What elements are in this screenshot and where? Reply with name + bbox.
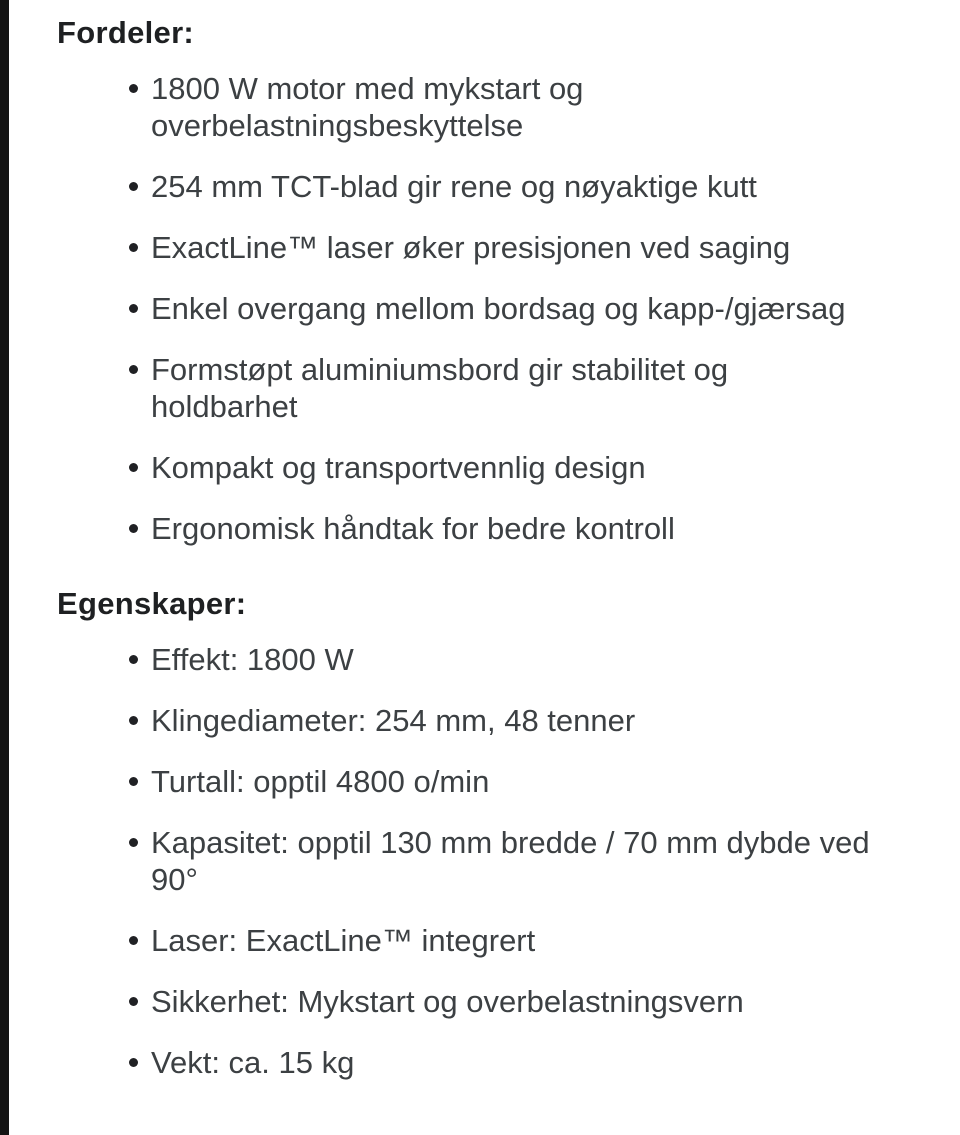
list-item-text: Kapasitet: opptil 130 mm bredde / 70 mm dybde ved 90° [151, 825, 870, 897]
bullet-icon [129, 243, 138, 252]
list-item-text: 1800 W motor med mykstart og overbelastningsbeskyttelse [151, 71, 584, 143]
list-item-text: Vekt: ca. 15 kg [151, 1045, 355, 1080]
bullet-icon [129, 182, 138, 191]
list-item [151, 290, 877, 327]
bullet-icon [129, 304, 138, 313]
specs-list [57, 641, 930, 1081]
list-item-text: Laser: ExactLine™ integrert [151, 923, 536, 958]
list-item [151, 510, 877, 547]
list-item-text: 254 mm TCT-blad gir rene og nøyaktige kutt [151, 169, 757, 204]
bullet-icon [129, 524, 138, 533]
left-edge-bar [0, 0, 9, 1135]
list-item-text: Formstøpt aluminiumsbord gir stabilitet og holdbarhet [151, 352, 729, 424]
list-item [151, 70, 877, 144]
list-item [151, 1044, 877, 1081]
list-item-text: Sikkerhet: Mykstart og overbelastningsvern [151, 984, 744, 1019]
list-item [151, 824, 877, 898]
list-item [151, 168, 877, 205]
section-egenskaper [57, 583, 930, 1081]
list-item-text: Enkel overgang mellom bordsag og kapp-/gjærsag [151, 291, 846, 326]
bullet-icon [129, 997, 138, 1006]
list-item [151, 641, 877, 678]
bullet-icon [129, 84, 138, 93]
list-item-text: Kompakt og transportvennlig design [151, 450, 646, 485]
bullet-icon [129, 1058, 138, 1067]
bullet-icon [129, 716, 138, 725]
bullet-icon [129, 838, 138, 847]
bullet-icon [129, 655, 138, 664]
list-item-text: Ergonomisk håndtak for bedre kontroll [151, 511, 675, 546]
benefits-list [57, 70, 930, 547]
list-item-text: Effekt: 1800 W [151, 642, 354, 677]
section-heading: Fordeler: [57, 15, 195, 50]
section-fordeler [57, 12, 930, 547]
list-item-text: Turtall: opptil 4800 o/min [151, 764, 490, 799]
bullet-icon [129, 463, 138, 472]
bullet-icon [129, 777, 138, 786]
list-item-text: ExactLine™ laser øker presisjonen ved saging [151, 230, 791, 265]
list-item [151, 763, 877, 800]
list-item [151, 983, 877, 1020]
list-item [151, 449, 877, 486]
list-item [151, 229, 877, 266]
list-item [151, 351, 877, 425]
list-item [151, 702, 877, 739]
section-heading: Egenskaper: [57, 586, 247, 621]
bullet-icon [129, 936, 138, 945]
list-item-text: Klingediameter: 254 mm, 48 tenner [151, 703, 636, 738]
list-item [151, 922, 877, 959]
bullet-icon [129, 365, 138, 374]
